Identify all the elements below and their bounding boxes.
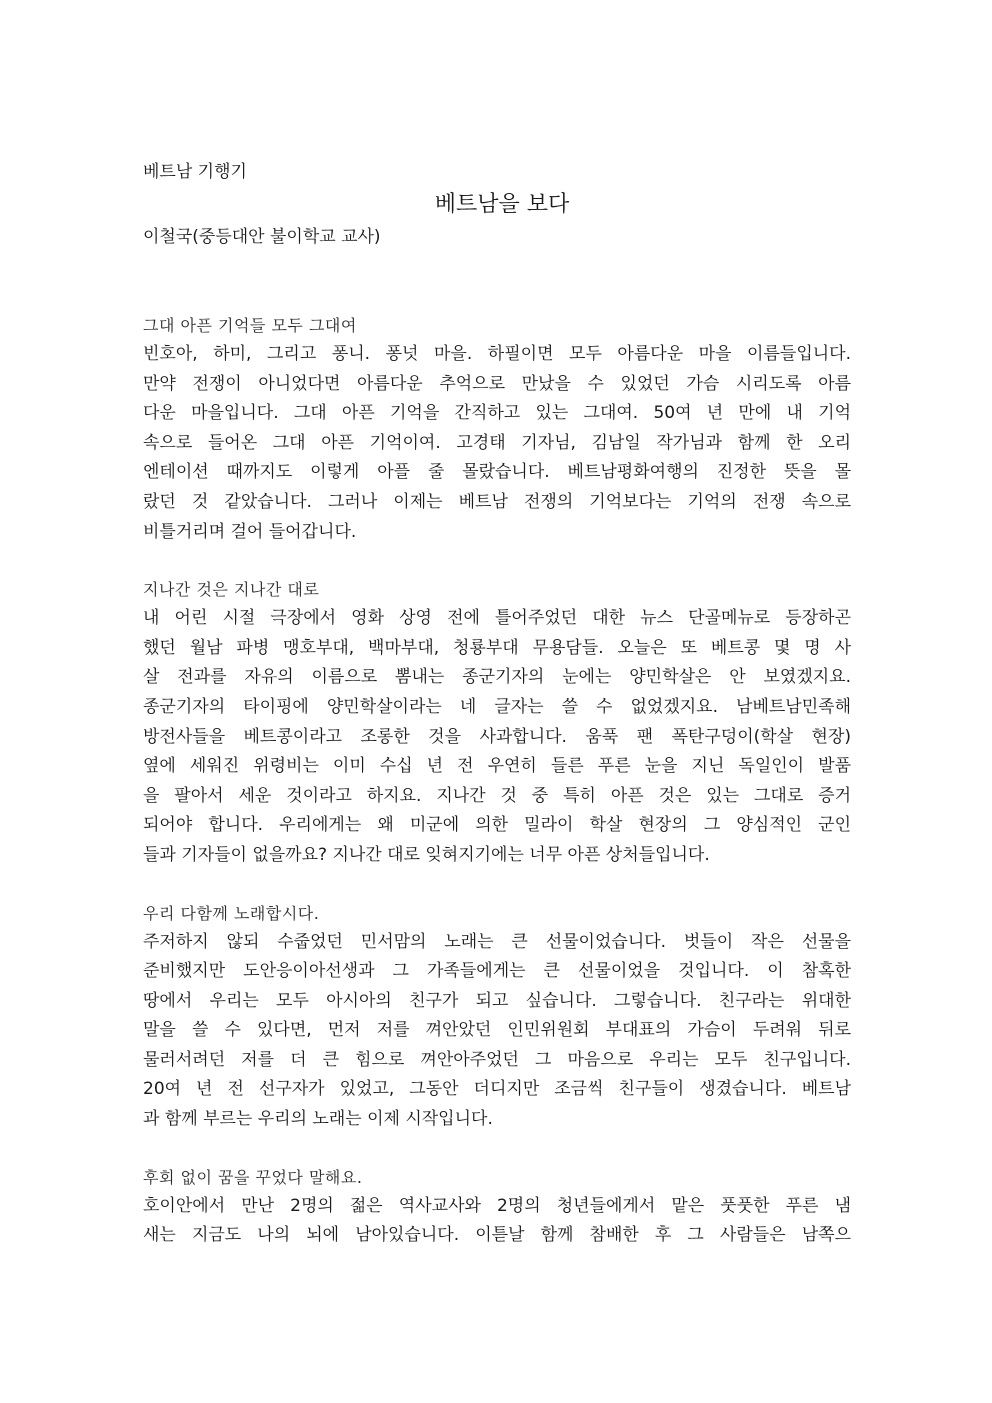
paragraph-line: 을 팔아서 세운 것이라고 하지요. 지나간 것 중 특히 아픈 것은 있는 그대로 증거	[143, 785, 851, 806]
paragraph-line: 옆에 세워진 위령비는 이미 수십 년 전 우연히 들른 푸른 눈을 지닌 독일인이 발품	[143, 756, 851, 777]
section-heading: 후회 없이 꿈을 꾸었다 말해요.	[143, 1167, 363, 1187]
section-dreamed-without-regret	[143, 1164, 851, 1251]
document-title: 베트남을 보다	[434, 192, 570, 217]
section-heading: 지나간 것은 지나간 대로	[143, 580, 320, 600]
paragraph-line: 엔테이션 때까지도 이렇게 아플 줄 몰랐습니다. 베트남평화여행의 진정한 뜻을 몰	[143, 462, 851, 483]
document-page	[143, 158, 851, 1280]
paragraph-line: 주저하지 않되 수줍었던 민서맘의 노래는 큰 선물이었습니다. 벗들이 작은 선물을	[143, 931, 851, 952]
paragraph-line: 했던 월남 파병 맹호부대, 백마부대, 청룡부대 무용담들. 오늘은 또 베트콩 몇 명 사	[143, 637, 851, 658]
paragraph-line: 다운 마을입니다. 그대 아픈 기억을 간직하고 있는 그대여. 50여 년 만에 내 기억	[143, 403, 851, 424]
paragraph-line: 과 함께 부르는 우리의 노래는 이제 시작입니다.	[143, 1109, 493, 1130]
section-painful-memories	[143, 312, 851, 547]
paragraph-line: 말을 쓸 수 있다면, 먼저 저를 껴안았던 인민위원회 부대표의 가슴이 두려워 뒤로	[143, 1020, 851, 1041]
paragraph-line: 물러서려던 저를 더 큰 힘으로 껴안아주었던 그 마음으로 우리는 모두 친구입니다.	[143, 1049, 851, 1070]
paragraph-line: 종군기자의 타이핑에 양민학살이라는 네 글자는 쓸 수 없었겠지요. 남베트남민족해	[143, 696, 851, 717]
paragraph-line: 빈호아, 하미, 그리고 퐁니. 퐁넛 마을. 하필이면 모두 아름다운 마을 이름들입니다.	[143, 344, 851, 364]
paragraph-line: 되어야 합니다. 우리에게는 왜 미군에 의한 밀라이 학살 현장의 그 양심적인 군인	[143, 815, 851, 836]
paragraph-line: 새는 지금도 나의 뇌에 남아있습니다. 이튿날 함께 참배한 후 그 사람들은 남쪽으	[143, 1225, 851, 1246]
section-heading: 우리 다함께 노래합시다.	[143, 903, 320, 923]
paragraph-line: 20여 년 전 선구자가 있었고, 그동안 더디지만 조금씩 친구들이 생겼습니다. 베트남	[143, 1079, 851, 1100]
spacer	[143, 252, 851, 312]
paragraph-line: 비틀거리며 걸어 들어갑니다.	[143, 521, 357, 542]
paragraph-line: 준비했지만 도안응이아선생과 그 가족들에게는 큰 선물이었을 것입니다. 이 참혹한	[143, 961, 851, 982]
paragraph-line: 살 전과를 자유의 이름으로 뽐내는 종군기자의 눈에는 양민학살은 안 보였겠지요.	[143, 667, 851, 688]
paragraph-line: 속으로 들어온 그대 아픈 기억이여. 고경태 기자님, 김남일 작가님과 함께 한 오리	[143, 432, 851, 453]
paragraph-line: 랐던 것 같았습니다. 그러나 이제는 베트남 전쟁의 기억보다는 기억의 전쟁 속으로	[143, 491, 851, 512]
document-label: 베트남 기행기	[143, 162, 247, 182]
section-past-as-past	[143, 576, 851, 870]
paragraph-line: 만약 전쟁이 아니었다면 아름다운 추억으로 만났을 수 있었던 가슴 시리도록 아름	[143, 373, 851, 394]
paragraph-line: 땅에서 우리는 모두 아시아의 친구가 되고 싶습니다. 그렇습니다. 친구라는 위대한	[143, 990, 851, 1011]
section-heading: 그대 아픈 기억들 모두 그대여	[143, 316, 357, 335]
paragraph-line: 내 어린 시절 극장에서 영화 상영 전에 틀어주었던 대한 뉴스 단골메뉴로 등장하곤	[143, 608, 851, 629]
paragraph-line: 호이안에서 만난 2명의 젊은 역사교사와 2명의 청년들에게서 맡은 풋풋한 푸른 냄	[143, 1195, 851, 1216]
document-author: 이철국(중등대안 불이학교 교사)	[143, 227, 381, 247]
section-sing-together	[143, 900, 851, 1135]
paragraph-line: 들과 기자들이 없을까요? 지나간 대로 잊혀지기에는 너무 아픈 상처들입니다.	[143, 844, 710, 865]
paragraph-line: 방전사들을 베트콩이라고 조롱한 것을 사과합니다. 움푹 팬 폭탄구덩이(학살 현장)	[143, 726, 851, 747]
